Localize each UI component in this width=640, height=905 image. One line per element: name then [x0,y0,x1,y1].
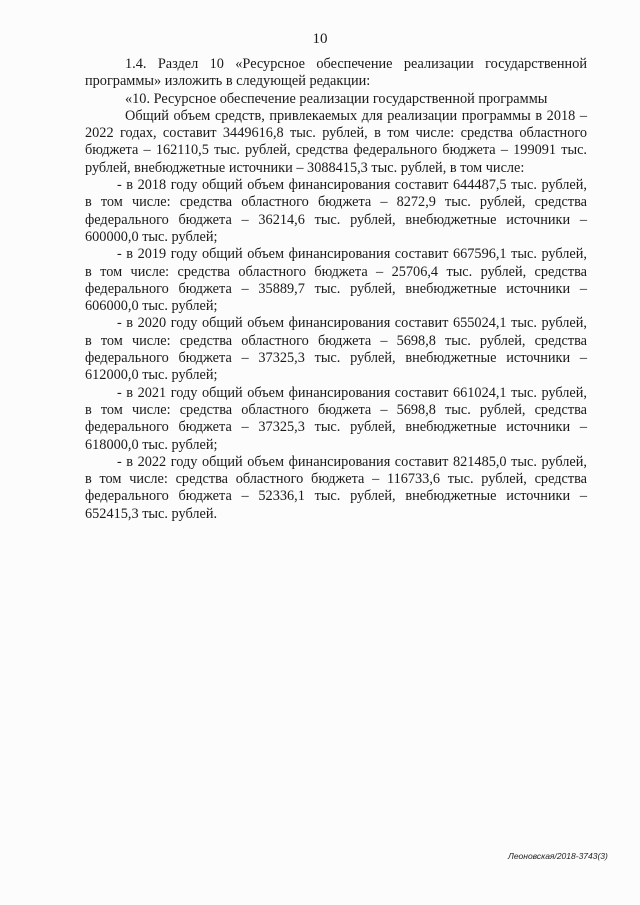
year-item-2019: - в 2019 году общий объем финансирования составит 667596,1 тыс. рублей, в том числе: средства областного бюджета – 25706,4 тыс. рублей, средства федерального бюджета – 35889,7 тыс. рублей, внебюджетные источники – 606000,0 тыс. рублей; [85,246,587,315]
year-item-2022: - в 2022 году общий объем финансирования составит 821485,0 тыс. рублей, в том числе: средства областного бюджета – 116733,6 тыс. рублей, средства федерального бюджета – 52336,1 тыс. рублей, внебюджетные источники – 652415,3 тыс. рублей. [85,453,587,522]
page-number: 10 [312,31,328,47]
year-item-2018: - в 2018 году общий объем финансирования составит 644487,5 тыс. рублей, в том числе: средства областного бюджета – 8272,9 тыс. рублей, средства федерального бюджета – 36214,6 тыс. рублей, внебюджетные источники – 600000,0 тыс. рублей; [85,177,587,245]
document-footer-code: Леоновская/2018-3743(3) [508,851,608,861]
section-header: 1.4. Раздел 10 «Ресурсное обеспечение реализации государственной программы» изложить в следующей редакции: [85,56,587,90]
year-item-2021: - в 2021 году общий объем финансирования составит 661024,1 тыс. рублей, в том числе: средства областного бюджета – 5698,8 тыс. рублей, средства федерального бюджета – 37325,3 тыс. рублей, внебюджетные источники – 618000,0 тыс. рублей; [85,384,587,453]
section-title: «10. Ресурсное обеспечение реализации государственной программы [125,90,548,107]
summary-paragraph: Общий объем средств, привлекаемых для реализации программы в 2018 – 2022 годах, составит 3449616,8 тыс. рублей, в том числе: средства областного бюджета – 162110,5 тыс. рублей, средства федерального бюджета – 199091 тыс. рублей, внебюджетные источники – 3088415,3 тыс. рублей, в том числе: [85,107,587,176]
year-item-2020: - в 2020 году общий объем финансирования составит 655024,1 тыс. рублей, в том числе: средства областного бюджета – 5698,8 тыс. рублей, средства федерального бюджета – 37325,3 тыс. рублей, внебюджетные источники – 612000,0 тыс. рублей; [85,315,587,384]
document-body [85,56,587,523]
